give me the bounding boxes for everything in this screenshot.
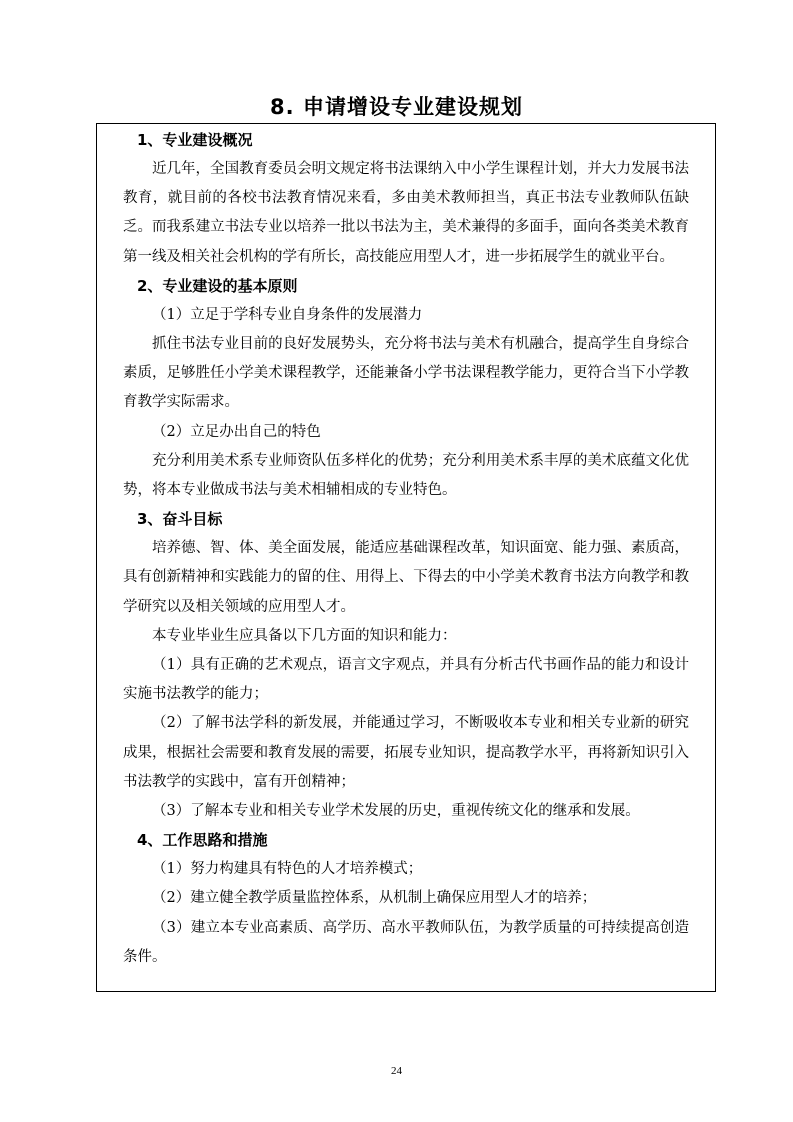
paragraph: （2）立足办出自己的特色	[152, 423, 321, 440]
paragraph: （1）具有正确的艺术观点，语言文字观点，并具有分析古代书画作品的能力和设计实施书法教学的能力；	[123, 657, 689, 703]
content-box	[96, 123, 716, 992]
section-heading: 1、专业建设概况	[137, 131, 253, 149]
paragraph: （2）建立健全教学质量监控体系，从机制上确保应用型人才的培养；	[152, 890, 597, 907]
paragraph: （3）建立本专业高素质、高学历、高水平教师队伍，为教学质量的可持续提高创造条件。	[123, 919, 689, 965]
paragraph: （2）了解书法学科的新发展，并能通过学习，不断吸收本专业和相关专业新的研究成果，根据社会需要和教育发展的需要，拓展专业知识，提高教学水平，再将新知识引入书法教学的实践中，富有开创精神；	[123, 715, 689, 790]
paragraph: 本专业毕业生应具备以下几方面的知识和能力：	[152, 627, 457, 644]
page-title: 8. 申请增设专业建设规划	[270, 95, 523, 119]
paragraph: （3）了解本专业和相关专业学术发展的历史，重视传统文化的继承和发展。	[152, 803, 640, 820]
section-overview	[123, 126, 689, 272]
paragraph: 抓住书法专业目前的良好发展势头，充分将书法与美术有机融合，提高学生自身综合素质，足够胜任小学美术课程教学，还能兼备小学书法课程教学能力，更符合当下小学教育教学实际需求。	[123, 336, 689, 411]
paragraph: 近几年，全国教育委员会明文规定将书法课纳入中小学生课程计划，并大力发展书法教育，就目前的各校书法教育情况来看，多由美术教师担当，真正书法专业教师队伍缺乏。而我系建立书法专业以培养一批以书法为主，美术兼得的多面手，面向各类美术教育第一线及相关社会机构的学有所长，高技能应用型人才，进一步拓展学生的就业平台。	[123, 161, 689, 265]
section-heading: 2、专业建设的基本原则	[137, 276, 298, 295]
paragraph: （1）努力构建具有特色的人才培养模式；	[152, 861, 423, 878]
paragraph: 充分利用美术系专业师资队伍多样化的优势；充分利用美术系丰厚的美术底蕴文化优势，将本专业做成书法与美术相辅相成的专业特色。	[123, 452, 689, 499]
section-principles	[123, 272, 689, 505]
paragraph: （1）立足于学科专业自身条件的发展潜力	[152, 306, 423, 323]
section-heading: 4、工作思路和措施	[137, 831, 268, 850]
section-goals	[123, 505, 689, 826]
page-number: 24	[391, 1065, 402, 1077]
section-heading: 3、奋斗目标	[137, 510, 223, 529]
paragraph: 培养德、智、体、美全面发展，能适应基础课程改革，知识面宽、能力强、素质高，具有创新精神和实践能力的留的住、用得上、下得去的中小学美术教育书法方向教学和教学研究以及相关领域的应用型人才。	[123, 540, 689, 615]
section-measures	[123, 826, 689, 972]
